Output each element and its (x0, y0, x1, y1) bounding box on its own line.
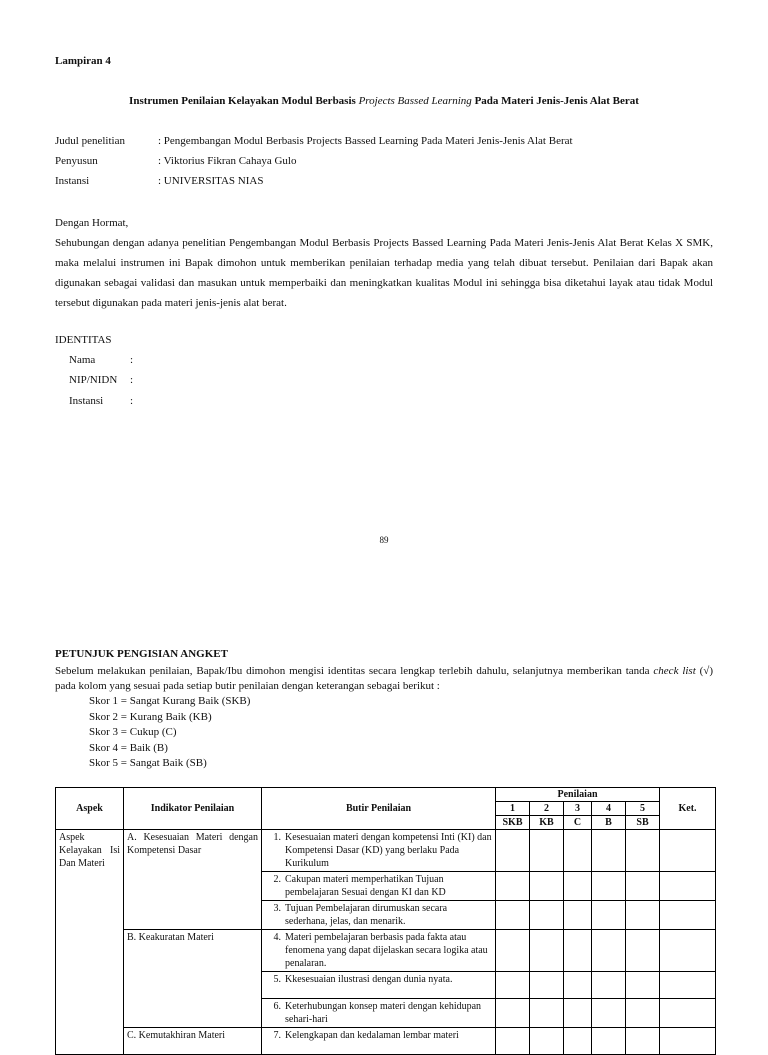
meta-value: : Pengembangan Modul Berbasis Projects Bassed Learning Pada Materi Jenis-Jenis Alat Berat (158, 135, 573, 147)
butir-text: Kesesuaian materi dengan kompetensi Inti (KI) dan Kompetensi Dasar (KD) yang berlaku Pada Kurikulum (285, 832, 492, 869)
code-header: C (564, 816, 592, 830)
score-cell[interactable] (530, 1028, 564, 1055)
skor-item: Skor 3 = Cukup (C) (89, 726, 177, 738)
title-part-2: Pada Materi Jenis-Jenis Alat Berat (471, 95, 639, 107)
table-row (56, 830, 716, 872)
score-cell[interactable] (626, 930, 660, 972)
score-cell[interactable] (592, 901, 626, 930)
score-cell[interactable] (564, 999, 592, 1028)
skor-item: Skor 2 = Kurang Baik (KB) (89, 711, 212, 723)
petunjuk-text (55, 664, 713, 694)
butir-number: 6. (273, 1001, 281, 1012)
identitas-label: Nama (69, 354, 96, 366)
petunjuk-text-italic: check list (653, 665, 696, 677)
butir-cell (262, 872, 496, 901)
skor-item: Skor 4 = Baik (B) (89, 742, 168, 754)
rubric-table (55, 787, 716, 1055)
butir-number: 7. (273, 1030, 281, 1041)
letter-greeting: Dengan Hormat, (55, 217, 129, 229)
score-cell[interactable] (626, 872, 660, 901)
meta-label: Judul penelitian (55, 135, 125, 147)
score-header: 1 (496, 802, 530, 816)
score-cell[interactable] (530, 872, 564, 901)
aspek-cell: Aspek Kelayakan Isi Dan Materi (56, 830, 124, 1055)
identitas-value: : (130, 374, 134, 386)
score-cell[interactable] (496, 972, 530, 999)
butir-cell (262, 901, 496, 930)
score-cell[interactable] (592, 999, 626, 1028)
identitas-field-nama (69, 354, 133, 366)
petunjuk-text-part-2: (√) pada kolom yang sesuai pada setiap butir penilaian dengan keterangan sebagai berikut : (55, 665, 713, 692)
ket-cell[interactable] (660, 901, 716, 930)
score-cell[interactable] (626, 1028, 660, 1055)
score-cell[interactable] (564, 830, 592, 872)
indikator-a-cell: A. Kesesuaian Materi dengan Kompetensi Dasar (124, 830, 262, 930)
meta-label: Instansi (55, 175, 90, 187)
score-cell[interactable] (626, 999, 660, 1028)
score-cell[interactable] (592, 1028, 626, 1055)
meta-row-judul (55, 135, 573, 147)
butir-cell (262, 830, 496, 872)
butir-number: 5. (273, 974, 281, 985)
score-cell[interactable] (564, 972, 592, 999)
indikator-c-cell: C. Kemutakhiran Materi (124, 1028, 262, 1055)
butir-cell (262, 972, 496, 999)
score-cell[interactable] (496, 999, 530, 1028)
petunjuk-text-part-1: Sebelum melakukan penilaian, Bapak/Ibu dimohon mengisi identitas secara lengkap terlebih dahulu, selanjutnya memberikan tanda (55, 665, 654, 677)
score-cell[interactable] (564, 1028, 592, 1055)
butir-cell (262, 930, 496, 972)
header-aspek: Aspek (56, 788, 124, 830)
butir-text: Cakupan materi memperhatikan Tujuan pembelajaran Sesuai dengan KI dan KD (285, 874, 446, 898)
score-cell[interactable] (530, 999, 564, 1028)
attachment-label: Lampiran 4 (55, 55, 111, 67)
header-penilaian: Penilaian (496, 788, 660, 802)
meta-label: Penyusun (55, 155, 98, 167)
score-header: 5 (626, 802, 660, 816)
letter-body: Sehubungan dengan adanya penelitian Pengembangan Modul Berbasis Projects Bassed Learning Pada Materi Jenis-Jenis Alat Berat Kelas X SMK, maka melalui instrumen ini Bapak dimohon untuk memberikan penilaian terhadap media yang telah dibuat tersebut. Penilaian dari Bapak akan digunakan sebagai validasi dan masukan untuk memperbaiki dan meningkatkan kualitas Modul ini sehingga bisa diketahui layak atau tidak Modul tersebut digunakan pada materi jenis-jenis alat berat. (55, 237, 713, 309)
butir-cell (262, 999, 496, 1028)
score-cell[interactable] (496, 1028, 530, 1055)
ket-cell[interactable] (660, 999, 716, 1028)
indikator-b-cell: B. Keakuratan Materi (124, 930, 262, 1028)
score-header: 2 (530, 802, 564, 816)
score-header: 3 (564, 802, 592, 816)
ket-cell[interactable] (660, 972, 716, 999)
identitas-field-nip (69, 374, 133, 386)
score-cell[interactable] (496, 930, 530, 972)
code-header: KB (530, 816, 564, 830)
ket-cell[interactable] (660, 1028, 716, 1055)
ket-cell[interactable] (660, 872, 716, 901)
score-cell[interactable] (530, 972, 564, 999)
score-cell[interactable] (496, 830, 530, 872)
score-cell[interactable] (592, 972, 626, 999)
butir-cell (262, 1028, 496, 1055)
page-number: 89 (379, 535, 389, 545)
score-cell[interactable] (626, 972, 660, 999)
identitas-value: : (130, 395, 134, 407)
score-cell[interactable] (626, 830, 660, 872)
petunjuk-heading: PETUNJUK PENGISIAN ANGKET (55, 648, 228, 660)
table-row (56, 1028, 716, 1055)
score-cell[interactable] (564, 930, 592, 972)
identitas-field-instansi (69, 395, 133, 407)
score-cell[interactable] (530, 930, 564, 972)
identitas-value: : (130, 354, 134, 366)
meta-row-instansi (55, 175, 263, 187)
ket-cell[interactable] (660, 930, 716, 972)
score-cell[interactable] (496, 872, 530, 901)
identitas-label: NIP/NIDN (69, 374, 118, 386)
score-cell[interactable] (530, 830, 564, 872)
document-title (0, 95, 768, 107)
skor-item: Skor 1 = Sangat Kurang Baik (SKB) (89, 695, 251, 707)
skor-item: Skor 5 = Sangat Baik (SB) (89, 757, 207, 769)
identitas-heading: IDENTITAS (55, 334, 112, 346)
score-cell[interactable] (626, 901, 660, 930)
butir-text: Kkesesuaian ilustrasi dengan dunia nyata. (285, 974, 453, 985)
meta-value: : UNIVERSITAS NIAS (158, 175, 264, 187)
code-header: SB (626, 816, 660, 830)
score-cell[interactable] (592, 830, 626, 872)
butir-text: Keterhubungan konsep materi dengan kehidupan sehari-hari (285, 1001, 482, 1025)
meta-row-penyusun (55, 155, 296, 167)
butir-number: 1. (273, 832, 281, 843)
score-cell[interactable] (530, 901, 564, 930)
meta-value: : Viktorius Fikran Cahaya Gulo (158, 155, 297, 167)
butir-text: Tujuan Pembelajaran dirumuskan secara sederhana, jelas, dan menarik. (285, 903, 448, 927)
butir-text: Materi pembelajaran berbasis pada fakta atau fenomena yang dapat dijelaskan secara logika atau penalaran. (285, 932, 488, 969)
title-italic: Projects Bassed Learning (358, 95, 472, 107)
score-cell[interactable] (592, 872, 626, 901)
butir-number: 4. (273, 932, 281, 943)
score-cell[interactable] (592, 930, 626, 972)
score-cell[interactable] (496, 901, 530, 930)
score-cell[interactable] (564, 872, 592, 901)
code-header: SKB (496, 816, 530, 830)
identitas-label: Instansi (69, 395, 104, 407)
butir-number: 3. (273, 903, 281, 914)
ket-cell[interactable] (660, 830, 716, 872)
title-part-1: Instrumen Penilaian Kelayakan Modul Berbasis (129, 95, 359, 107)
header-butir: Butir Penilaian (262, 788, 496, 830)
butir-text: Kelengkapan dan kedalaman lembar materi (285, 1030, 459, 1041)
code-header: B (592, 816, 626, 830)
score-header: 4 (592, 802, 626, 816)
header-indikator: Indikator Penilaian (124, 788, 262, 830)
butir-number: 2. (273, 874, 281, 885)
header-ket: Ket. (660, 788, 716, 830)
score-cell[interactable] (564, 901, 592, 930)
table-row (56, 930, 716, 972)
